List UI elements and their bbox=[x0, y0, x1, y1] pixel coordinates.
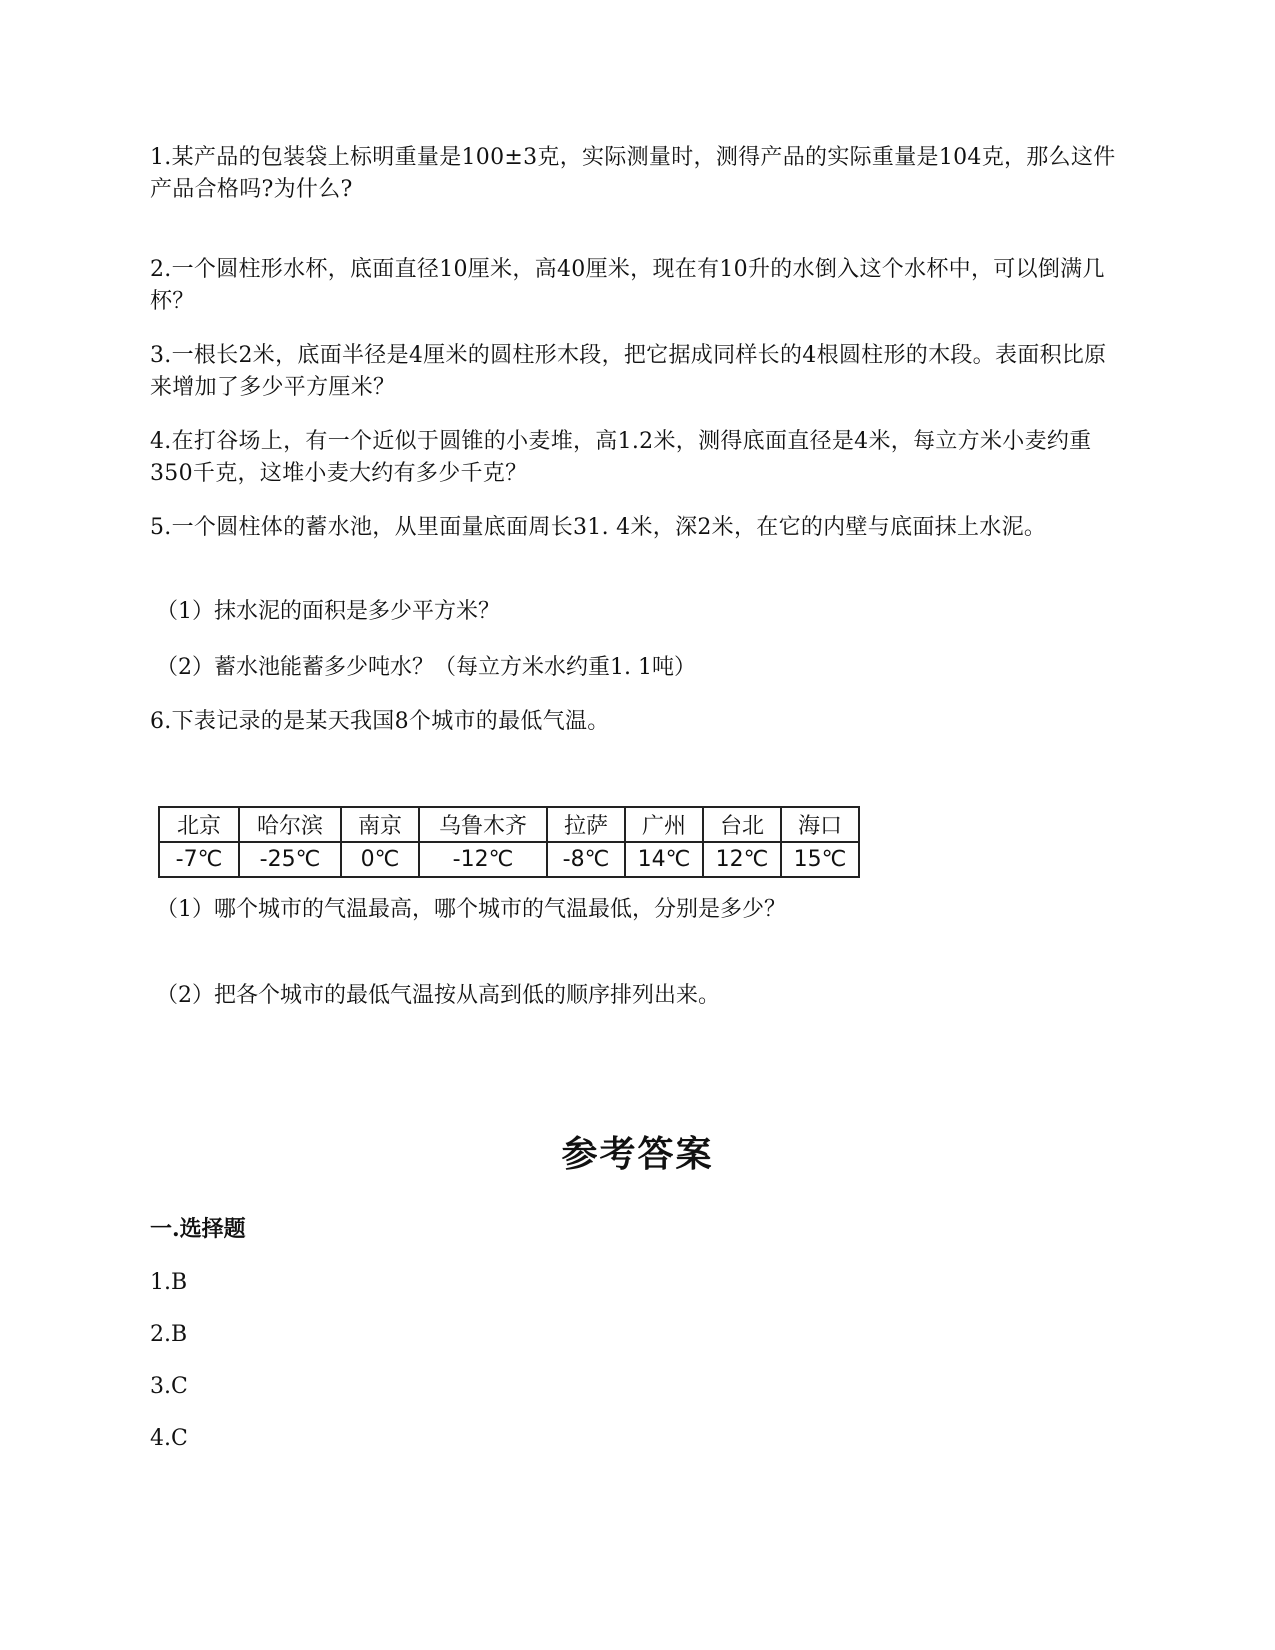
question-5-part-1: （1）抹水泥的面积是多少平方米？ bbox=[156, 599, 500, 624]
table-cell-temp: 15℃ bbox=[781, 842, 859, 877]
question-1: 1.某产品的包装袋上标明重量是100±3克，实际测量时，测得产品的实际重量是104克，那么这件产品合格吗?为什么? bbox=[150, 145, 1116, 202]
table-cell-temp: 14℃ bbox=[625, 842, 703, 877]
table-row-cities bbox=[159, 807, 859, 842]
section-title-multiple-choice: 一.选择题 bbox=[150, 1216, 246, 1242]
question-6-part-2: （2）把各个城市的最低气温按从高到低的顺序排列出来。 bbox=[156, 983, 720, 1008]
table-cell-temp: -7℃ bbox=[159, 842, 239, 877]
table-cell-city: 南京 bbox=[341, 807, 419, 842]
temperature-table bbox=[158, 806, 860, 878]
table-cell-temp: -25℃ bbox=[239, 842, 341, 877]
answer-key-title: 参考答案 bbox=[561, 1133, 714, 1175]
table-cell-city: 北京 bbox=[159, 807, 239, 842]
question-5: 5.一个圆柱体的蓄水池，从里面量底面周长31. 4米，深2米，在它的内壁与底面抹上水泥。 bbox=[150, 515, 1047, 540]
table-cell-city: 海口 bbox=[781, 807, 859, 842]
answer-item: 4.C bbox=[150, 1426, 188, 1451]
table-cell-temp: 0℃ bbox=[341, 842, 419, 877]
table-cell-city: 广州 bbox=[625, 807, 703, 842]
answer-item: 2.B bbox=[150, 1322, 188, 1347]
answer-item: 3.C bbox=[150, 1374, 188, 1399]
question-6: 6.下表记录的是某天我国8个城市的最低气温。 bbox=[150, 709, 610, 734]
question-4: 4.在打谷场上，有一个近似于圆锥的小麦堆，高1.2米，测得底面直径是4米，每立方米小麦约重350千克，这堆小麦大约有多少千克？ bbox=[150, 429, 1092, 486]
table-cell-temp: -12℃ bbox=[419, 842, 547, 877]
table-cell-city: 拉萨 bbox=[547, 807, 625, 842]
answer-item: 1.B bbox=[150, 1270, 188, 1295]
table-cell-city: 台北 bbox=[703, 807, 781, 842]
question-3: 3.一根长2米，底面半径是4厘米的圆柱形木段，把它据成同样长的4根圆柱形的木段。表面积比原来增加了多少平方厘米？ bbox=[150, 343, 1107, 400]
question-6-part-1: （1）哪个城市的气温最高，哪个城市的气温最低，分别是多少？ bbox=[156, 897, 786, 922]
question-2: 2.一个圆柱形水杯，底面直径10厘米，高40厘米，现在有10升的水倒入这个水杯中，可以倒满几杯？ bbox=[150, 257, 1105, 314]
question-5-part-2: （2）蓄水池能蓄多少吨水？（每立方米水约重1. 1吨） bbox=[156, 655, 696, 680]
table-row-temps bbox=[159, 842, 859, 877]
table-cell-temp: 12℃ bbox=[703, 842, 781, 877]
table-cell-temp: -8℃ bbox=[547, 842, 625, 877]
table-cell-city: 哈尔滨 bbox=[239, 807, 341, 842]
table-cell-city: 乌鲁木齐 bbox=[419, 807, 547, 842]
